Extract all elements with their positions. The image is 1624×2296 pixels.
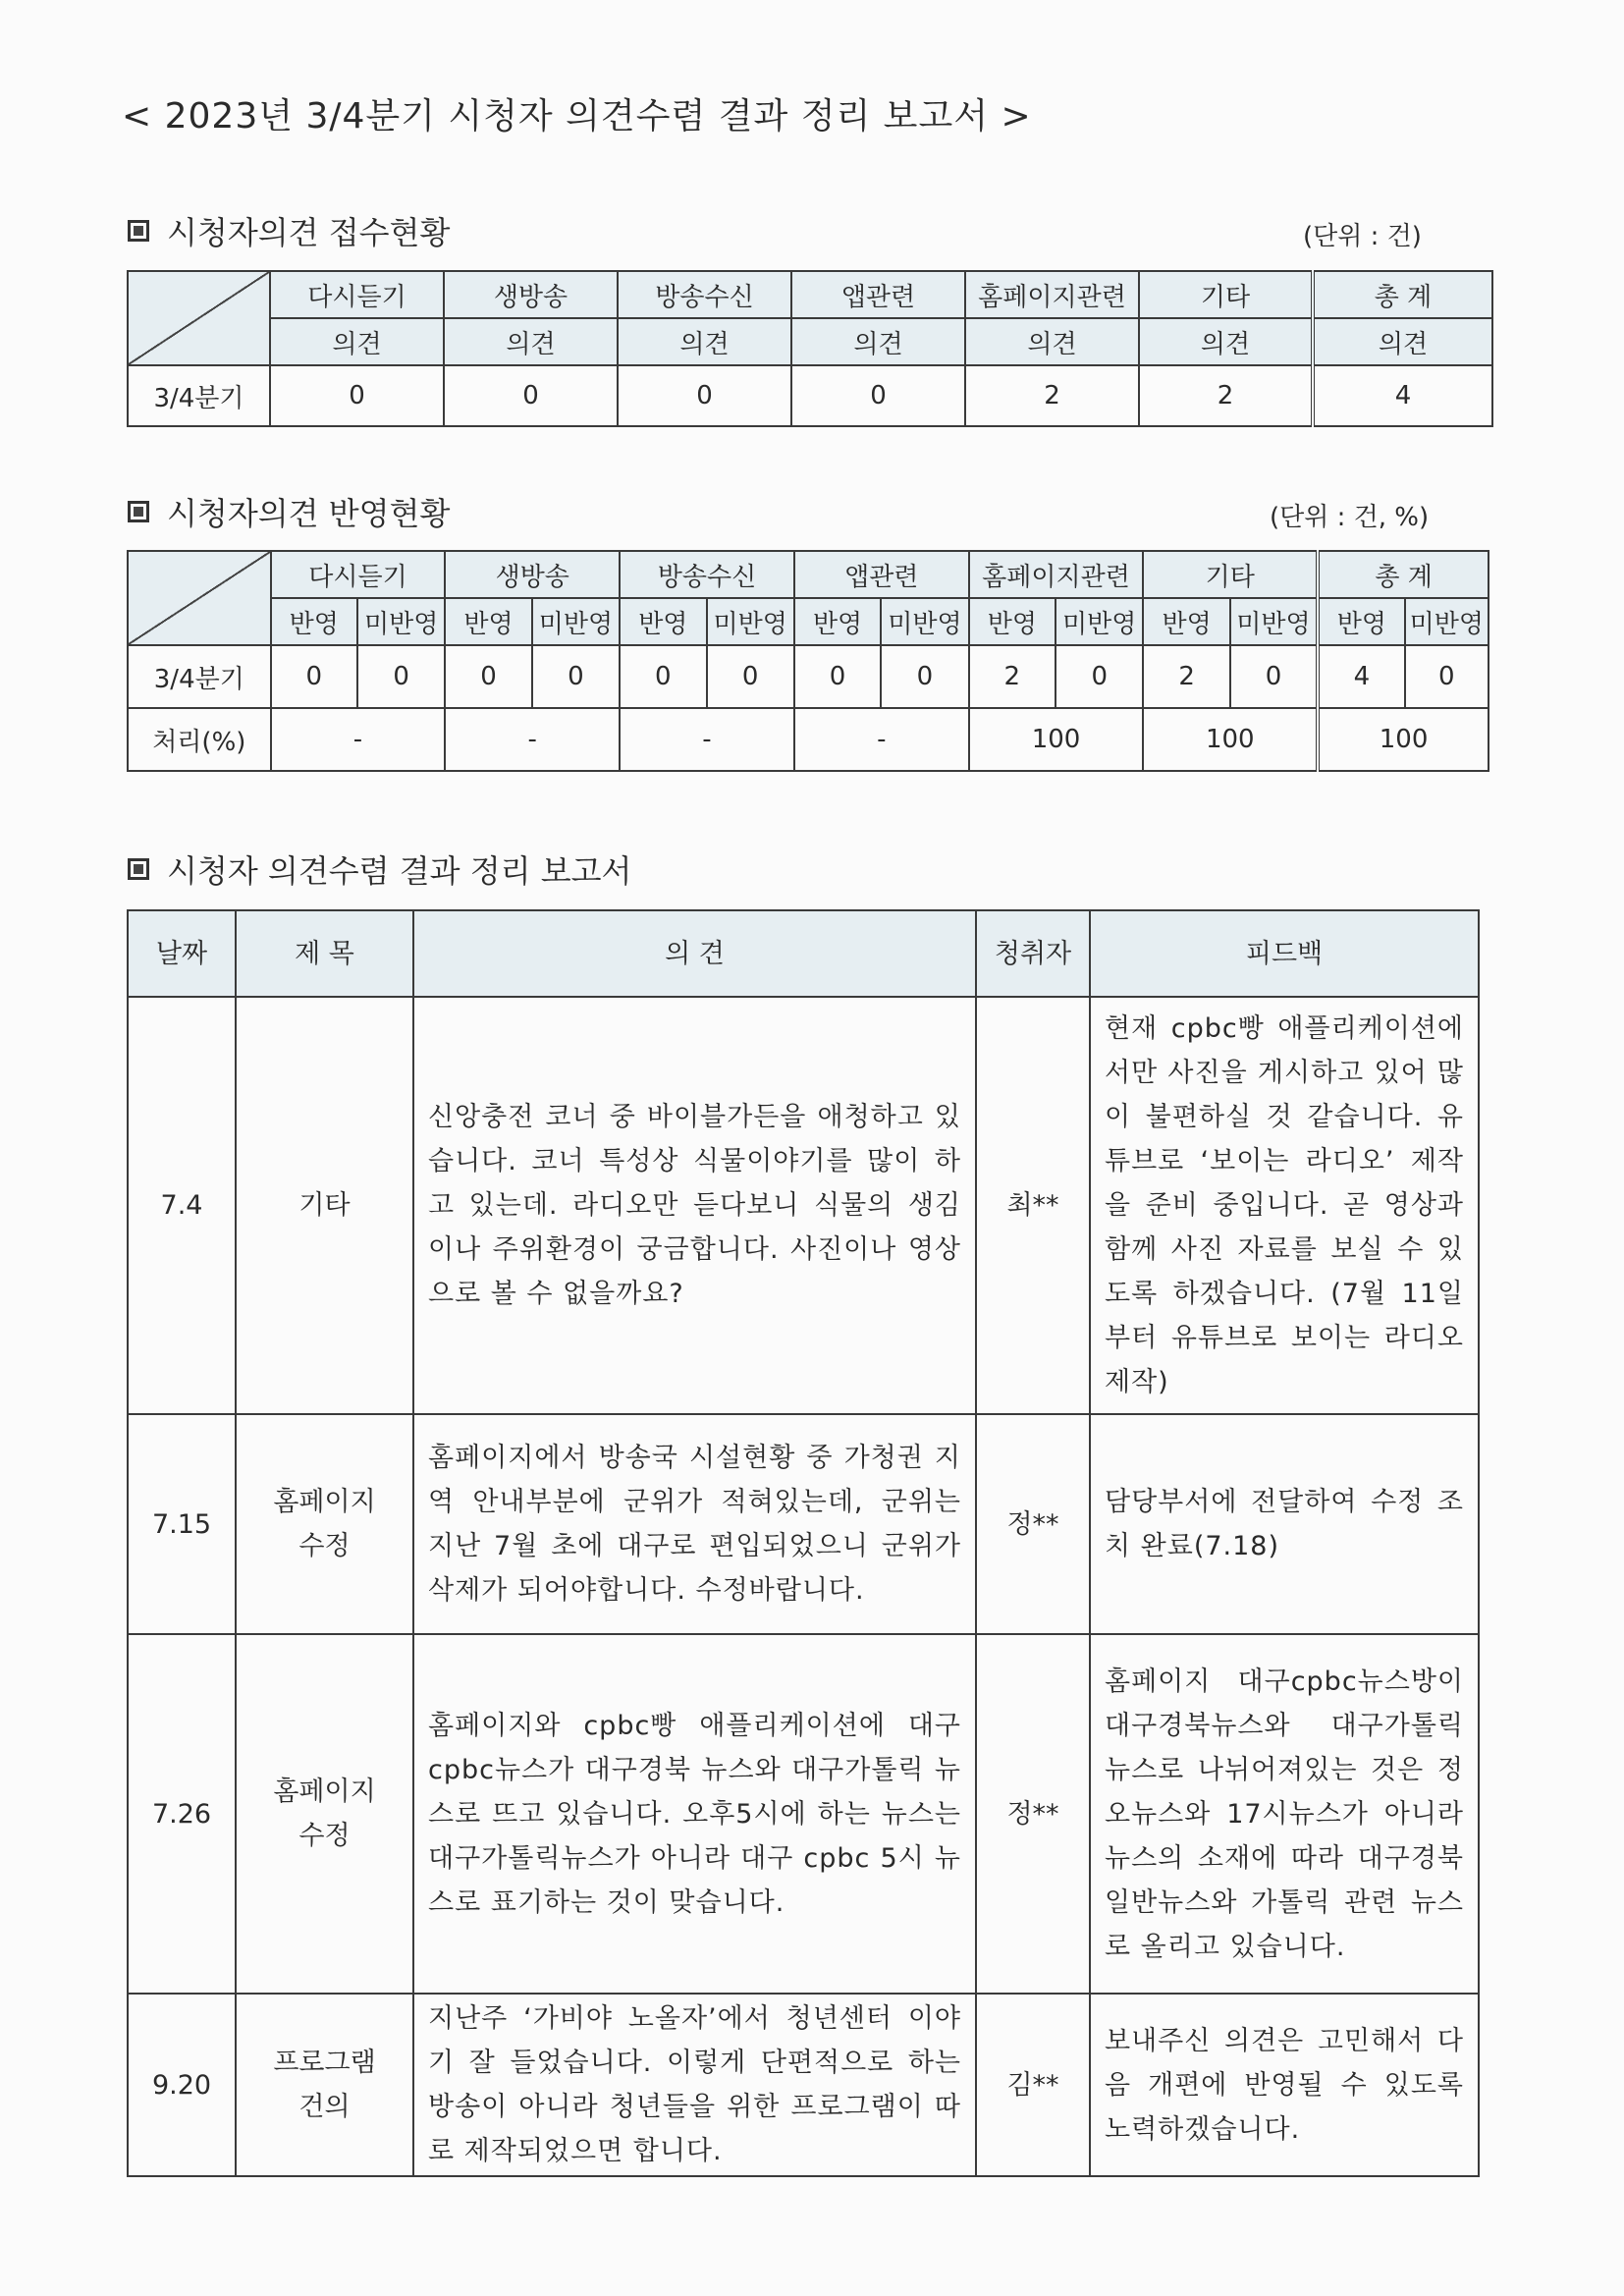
table-cell: 0 [445, 645, 531, 708]
opinion-report-table [127, 909, 1480, 2177]
col-header: 총 계 [1318, 551, 1489, 598]
sub-header: 반영 [1318, 598, 1404, 645]
table-cell: - [445, 708, 620, 771]
col-header: 생방송 [444, 271, 618, 318]
section1-heading-text: 시청자의견 접수현황 [167, 214, 451, 251]
table-cell: 0 [791, 365, 965, 426]
feedback-cell: 담당부서에 전달하여 수정 조치 완료(7.18) [1090, 1414, 1479, 1634]
table-cell: 0 [707, 645, 794, 708]
col-header: 방송수신 [620, 551, 794, 598]
table-corner [128, 551, 271, 645]
sub-header: 미반영 [881, 598, 968, 645]
table-cell: 0 [271, 645, 357, 708]
table-row [128, 997, 1479, 1414]
listener-cell: 김** [976, 1994, 1090, 2176]
sub-header: 반영 [1143, 598, 1229, 645]
col-header: 기타 [1139, 271, 1313, 318]
sub-header: 미반영 [532, 598, 620, 645]
section2-heading-text: 시청자의견 반영현황 [167, 495, 451, 532]
table-cell: 0 [620, 645, 706, 708]
sub-header: 미반영 [1056, 598, 1143, 645]
row-label: 3/4분기 [128, 365, 270, 426]
table-cell: 0 [1056, 645, 1143, 708]
sub-header: 의견 [444, 318, 618, 365]
col-header-opinion: 의 견 [413, 910, 976, 997]
opinion-cell: 신앙충전 코너 중 바이블가든을 애청하고 있습니다. 코너 특성상 식물이야기를 많이 하고 있는데. 라디오만 듣다보니 식물의 생김이나 주위환경이 궁금합니다. 사진이나 영상으로 볼 수 없을까요? [413, 997, 976, 1414]
feedback-cell: 보내주신 의견은 고민해서 다음 개편에 반영될 수 있도록 노력하겠습니다. [1090, 1994, 1479, 2176]
table-cell: 0 [794, 645, 881, 708]
col-header-title: 제 목 [236, 910, 413, 997]
table-cell: 0 [270, 365, 444, 426]
table-cell: 0 [1405, 645, 1489, 708]
col-header: 다시듣기 [270, 271, 444, 318]
table-cell: 0 [618, 365, 791, 426]
reception-status-table [127, 270, 1493, 427]
opinion-cell: 홈페이지에서 방송국 시설현황 중 가청권 지역 안내부분에 군위가 적혀있는데, 군위는 지난 7월 초에 대구로 편입되었으니 군위가 삭제가 되어야합니다. 수정바랍니다. [413, 1414, 976, 1634]
col-header: 다시듣기 [271, 551, 446, 598]
table-cell: 100 [1318, 708, 1489, 771]
feedback-cell: 현재 cpbc빵 애플리케이션에서만 사진을 게시하고 있어 많이 불편하실 것 같습니다. 유튜브로 ‘보이는 라디오’ 제작을 준비 중입니다. 곧 영상과 함께 사진 자료를 보실 수 있도록 하겠습니다. (7월 11일부터 유튜브로 보이는 라디오 제작) [1090, 997, 1479, 1414]
date-cell: 7.15 [128, 1414, 236, 1634]
table-row [128, 1634, 1479, 1994]
table-cell: - [620, 708, 794, 771]
col-header: 총 계 [1313, 271, 1492, 318]
square-bullet-icon [128, 220, 149, 242]
square-bullet-icon [128, 501, 149, 522]
col-header: 방송수신 [618, 271, 791, 318]
title-cell: 홈페이지 수정 [236, 1634, 413, 1994]
section1-heading [128, 208, 450, 253]
sub-header: 반영 [271, 598, 357, 645]
sub-header: 반영 [794, 598, 881, 645]
table-cell: 100 [969, 708, 1144, 771]
col-header-feedback: 피드백 [1090, 910, 1479, 997]
date-cell: 9.20 [128, 1994, 236, 2176]
row-label: 처리(%) [128, 708, 271, 771]
opinion-cell: 홈페이지와 cpbc빵 애플리케이션에 대구 cpbc뉴스가 대구경북 뉴스와 대구가톨릭 뉴스로 뜨고 있습니다. 오후5시에 하는 뉴스는 대구가톨릭뉴스가 아니라 대구 cpbc 5시 뉴스로 표기하는 것이 맞습니다. [413, 1634, 976, 1994]
col-header: 홈페이지관련 [965, 271, 1139, 318]
table-cell: 100 [1143, 708, 1318, 771]
col-header: 홈페이지관련 [969, 551, 1144, 598]
section3-heading [128, 847, 631, 892]
document-title: < 2023년 3/4분기 시청자 의견수렴 결과 정리 보고서 > [122, 96, 1032, 137]
section1-unit: (단위 : 건) [1303, 222, 1422, 251]
sub-header: 미반영 [707, 598, 794, 645]
table-corner [128, 271, 270, 365]
row-label: 3/4분기 [128, 645, 271, 708]
table-cell: 4 [1313, 365, 1492, 426]
reflection-status-table [127, 550, 1489, 772]
title-cell: 프로그램 건의 [236, 1994, 413, 2176]
title-cell: 기타 [236, 997, 413, 1414]
table-cell: - [271, 708, 446, 771]
table-cell: 0 [357, 645, 445, 708]
table-cell: 0 [1230, 645, 1318, 708]
table-cell: 4 [1318, 645, 1404, 708]
date-cell: 7.26 [128, 1634, 236, 1994]
sub-header: 의견 [270, 318, 444, 365]
date-cell: 7.4 [128, 997, 236, 1414]
sub-header: 미반영 [357, 598, 445, 645]
section2-heading [128, 489, 450, 534]
opinion-cell: 지난주 ‘가비야 노올자’에서 청년센터 이야기 잘 들었습니다. 이렇게 단편적으로 하는 방송이 아니라 청년들을 위한 프로그램이 따로 제작되었으면 합니다. [413, 1994, 976, 2176]
listener-cell: 최** [976, 997, 1090, 1414]
sub-header: 반영 [620, 598, 706, 645]
sub-header: 반영 [969, 598, 1056, 645]
table-cell: 0 [532, 645, 620, 708]
col-header-date: 날짜 [128, 910, 236, 997]
table-cell: 2 [965, 365, 1139, 426]
col-header-listener: 청취자 [976, 910, 1090, 997]
title-cell: 홈페이지 수정 [236, 1414, 413, 1634]
feedback-cell: 홈페이지 대구cpbc뉴스방이 대구경북뉴스와 대구가톨릭 뉴스로 나뉘어져있는 것은 정오뉴스와 17시뉴스가 아니라 뉴스의 소재에 따라 대구경북 일반뉴스와 가톨릭 관련 뉴스로 올리고 있습니다. [1090, 1634, 1479, 1994]
col-header: 앱관련 [794, 551, 969, 598]
square-bullet-icon [128, 858, 149, 880]
table-cell: 0 [881, 645, 968, 708]
section3-heading-text: 시청자 의견수렴 결과 정리 보고서 [167, 852, 632, 890]
sub-header: 의견 [1139, 318, 1313, 365]
table-cell: 2 [1139, 365, 1313, 426]
listener-cell: 정** [976, 1634, 1090, 1994]
table-cell: 2 [1143, 645, 1229, 708]
listener-cell: 정** [976, 1414, 1090, 1634]
sub-header: 의견 [791, 318, 965, 365]
sub-header: 미반영 [1405, 598, 1489, 645]
col-header: 앱관련 [791, 271, 965, 318]
col-header: 기타 [1143, 551, 1318, 598]
sub-header: 의견 [1313, 318, 1492, 365]
col-header: 생방송 [445, 551, 620, 598]
table-cell: 0 [444, 365, 618, 426]
table-cell: - [794, 708, 969, 771]
sub-header: 의견 [965, 318, 1139, 365]
sub-header: 미반영 [1230, 598, 1318, 645]
section2-unit: (단위 : 건, %) [1270, 503, 1430, 532]
table-cell: 2 [969, 645, 1056, 708]
sub-header: 의견 [618, 318, 791, 365]
table-row [128, 1414, 1479, 1634]
sub-header: 반영 [445, 598, 531, 645]
table-row [128, 1994, 1479, 2176]
